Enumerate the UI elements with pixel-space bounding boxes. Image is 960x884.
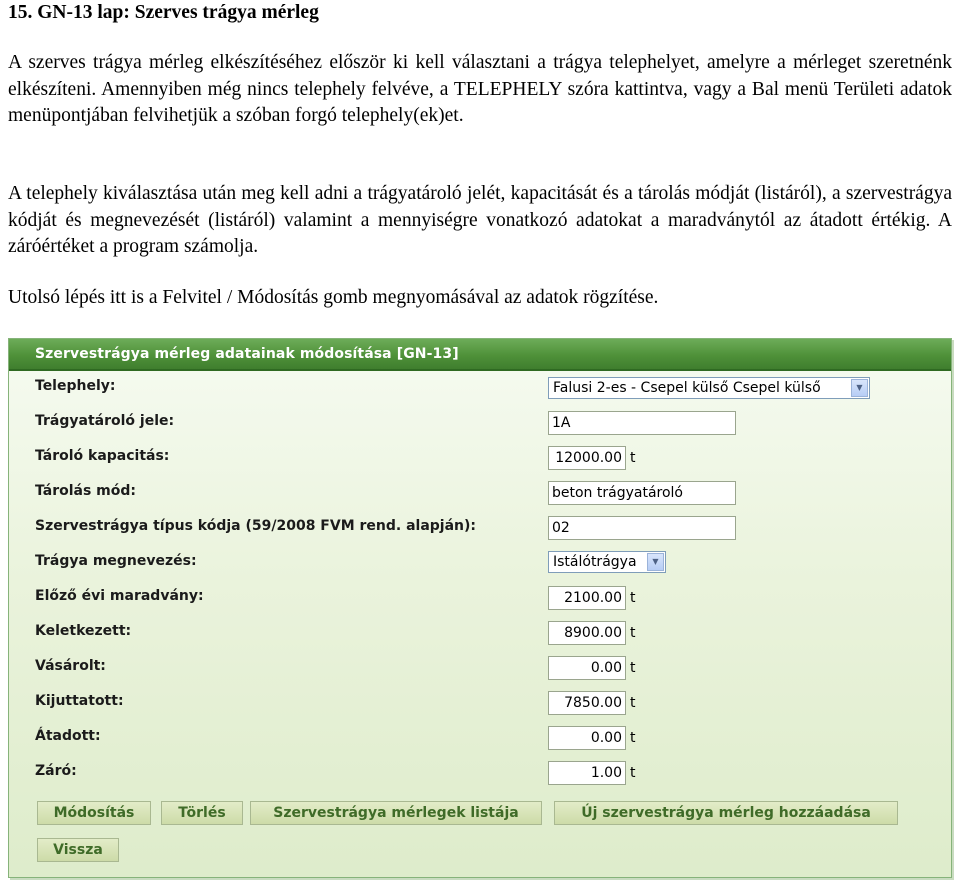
produced-input[interactable]: 8900.00 bbox=[548, 621, 626, 645]
unit-label: t bbox=[630, 660, 636, 676]
storage-method-input[interactable]: beton trágyatároló bbox=[548, 481, 736, 505]
unit-label: t bbox=[630, 765, 636, 781]
manure-balance-form bbox=[8, 338, 952, 878]
storage-id-input[interactable]: 1A bbox=[548, 411, 736, 435]
site-label: Telephely: bbox=[35, 378, 116, 394]
form-header bbox=[9, 339, 951, 371]
storage-method-label: Tárolás mód: bbox=[35, 483, 136, 499]
transferred-label: Átadott: bbox=[35, 728, 101, 744]
add-new-balance-button[interactable]: Új szervestrágya mérleg hozzáadása bbox=[554, 801, 898, 825]
transferred-input[interactable]: 0.00 bbox=[548, 726, 626, 750]
balance-list-button[interactable]: Szervestrágya mérlegek listája bbox=[250, 801, 542, 825]
applied-input[interactable]: 7850.00 bbox=[548, 691, 626, 715]
unit-label: t bbox=[630, 590, 636, 606]
modify-button[interactable]: Módosítás bbox=[37, 801, 151, 825]
intro-paragraph: A szerves trágya mérleg elkészítéséhez először ki kell választani a trágya telephelyet, amelyre a mérleget szeretnénk elkészíteni. Amennyiben még nincs telephely felvéve, a TELEPHELY szóra kattintva, vagy a Bal menü Területi adatok menüpontjában felvihetjük a szóban forgó telephely(ek)et. bbox=[8, 52, 952, 126]
manure-type-code-label: Szervestrágya típus kódja (59/2008 FVM rend. alapján): bbox=[35, 518, 477, 534]
storage-capacity-label: Tároló kapacitás: bbox=[35, 448, 170, 464]
storage-id-label: Trágyatároló jele: bbox=[35, 413, 175, 429]
back-button[interactable]: Vissza bbox=[37, 838, 119, 862]
site-select-value: Falusi 2-es - Csepel külső Csepel külső bbox=[553, 380, 821, 396]
purchased-input[interactable]: 0.00 bbox=[548, 656, 626, 680]
section-heading: 15. GN-13 lap: Szerves trágya mérleg bbox=[8, 2, 319, 23]
chevron-down-icon[interactable]: ▼ bbox=[647, 553, 664, 571]
manure-name-select-value: Istálótrágya bbox=[553, 554, 637, 570]
purchased-label: Vásárolt: bbox=[35, 658, 106, 674]
chevron-down-icon[interactable]: ▼ bbox=[851, 379, 868, 397]
unit-label: t bbox=[630, 450, 636, 466]
form-title: Szervestrágya mérleg adatainak módosítása [GN-13] bbox=[35, 346, 459, 362]
unit-label: t bbox=[630, 625, 636, 641]
previous-remainder-input[interactable]: 2100.00 bbox=[548, 586, 626, 610]
final-step-paragraph: Utolsó lépés itt is a Felvitel / Módosítás gomb megnyomásával az adatok rögzítése. bbox=[8, 287, 659, 308]
applied-label: Kijuttatott: bbox=[35, 693, 124, 709]
produced-label: Keletkezett: bbox=[35, 623, 132, 639]
manure-type-code-input[interactable]: 02 bbox=[548, 516, 736, 540]
storage-capacity-input[interactable]: 12000.00 bbox=[548, 446, 626, 470]
delete-button[interactable]: Törlés bbox=[161, 801, 243, 825]
closing-label: Záró: bbox=[35, 763, 77, 779]
closing-input[interactable]: 1.00 bbox=[548, 761, 626, 785]
previous-remainder-label: Előző évi maradvány: bbox=[35, 588, 204, 604]
manure-name-select[interactable] bbox=[548, 551, 666, 573]
instructions-paragraph: A telephely kiválasztása után meg kell adni a trágyatároló jelét, kapacitását és a tárolás módját (listáról), a szervestrágya kódját és megnevezését (listáról) valamint a mennyiségre vonatkozó adatokat a maradványtól az átadott értékig. A záróértéket a program számolja. bbox=[8, 183, 952, 257]
unit-label: t bbox=[630, 730, 636, 746]
site-select[interactable] bbox=[548, 377, 870, 399]
manure-name-label: Trágya megnevezés: bbox=[35, 553, 197, 569]
unit-label: t bbox=[630, 695, 636, 711]
